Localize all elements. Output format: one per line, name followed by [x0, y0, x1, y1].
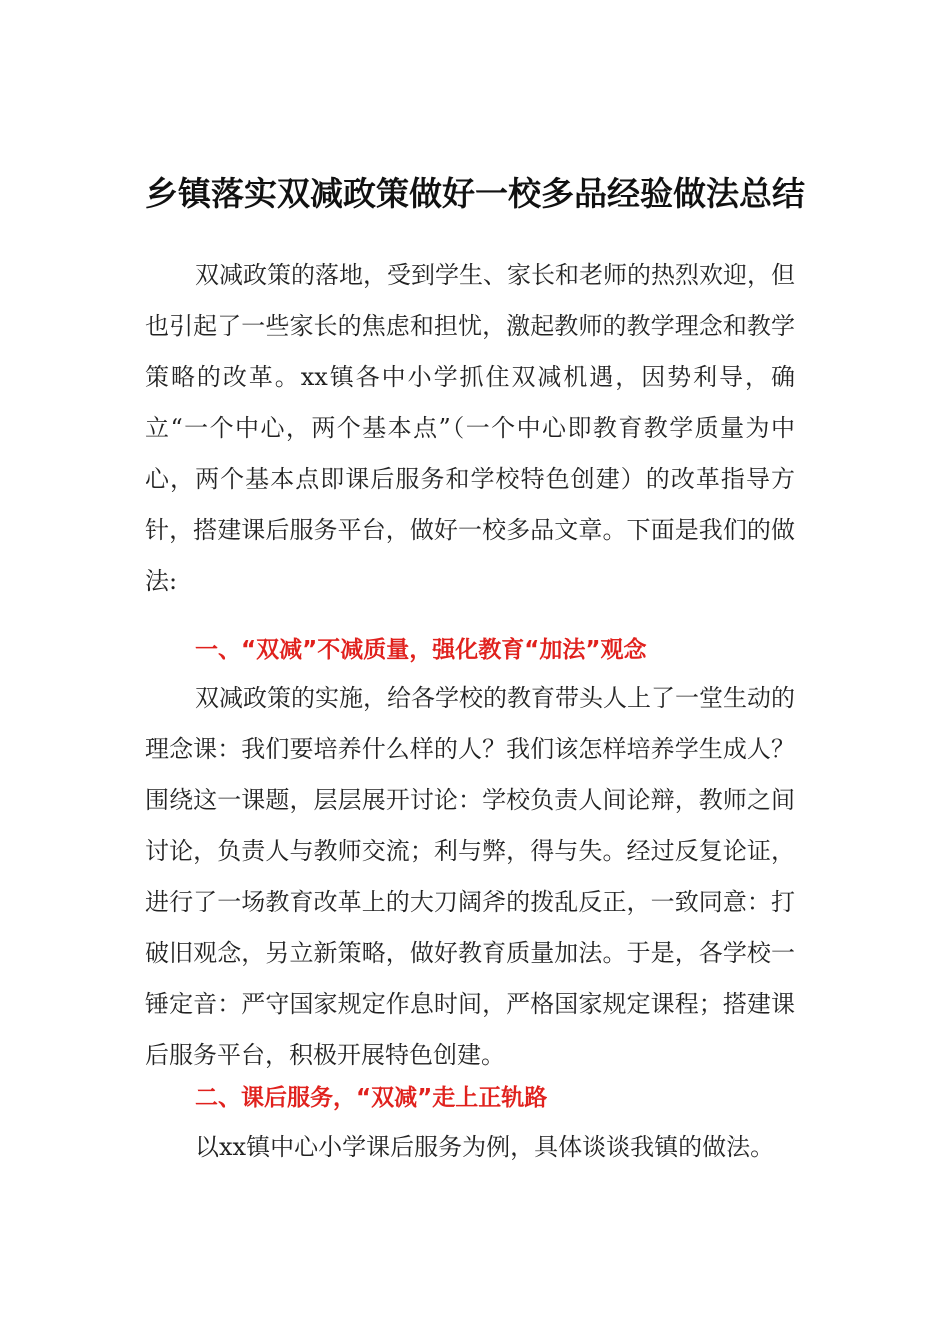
paragraph-section-2: 以xx镇中心小学课后服务为例，具体谈谈我镇的做法。	[195, 1133, 775, 1161]
section-heading-1: 一、“双减”不减质量，强化教育“加法”观念	[195, 637, 647, 663]
paragraph-section-1: 双减政策的实施，给各学校的教育带头人上了一堂生动的理念课：我们要培养什么样的人？我们该怎样培养学生成人？围绕这一课题，层层展开讨论：学校负责人间论辩，教师之间讨论，负责人与教师交流；利与弊，得与失。经过反复论证，进行了一场教育改革上的大刀阔斧的拨乱反正，一致同意：打破旧观念，另立新策略，做好教育质量加法。于是，各学校一锤定音：严守国家规定作息时间，严格国家规定课程；搭建课后服务平台，积极开展特色创建。	[145, 684, 795, 1069]
paragraph-intro: 双减政策的落地，受到学生、家长和老师的热烈欢迎，但也引起了一些家长的焦虑和担忧，激起教师的教学理念和教学策略的改革。xx镇各中小学抓住双减机遇，因势利导，确立“一个中心，两个基本点”（一个中心即教育教学质量为中心，两个基本点即课后服务和学校特色创建）的改革指导方针，搭建课后服务平台，做好一校多品文章。下面是我们的做法:	[145, 261, 795, 595]
document-title: 乡镇落实双减政策做好一校多品经验做法总结	[145, 174, 805, 214]
section-heading-2: 二、课后服务，“双减”走上正轨路	[195, 1085, 548, 1111]
